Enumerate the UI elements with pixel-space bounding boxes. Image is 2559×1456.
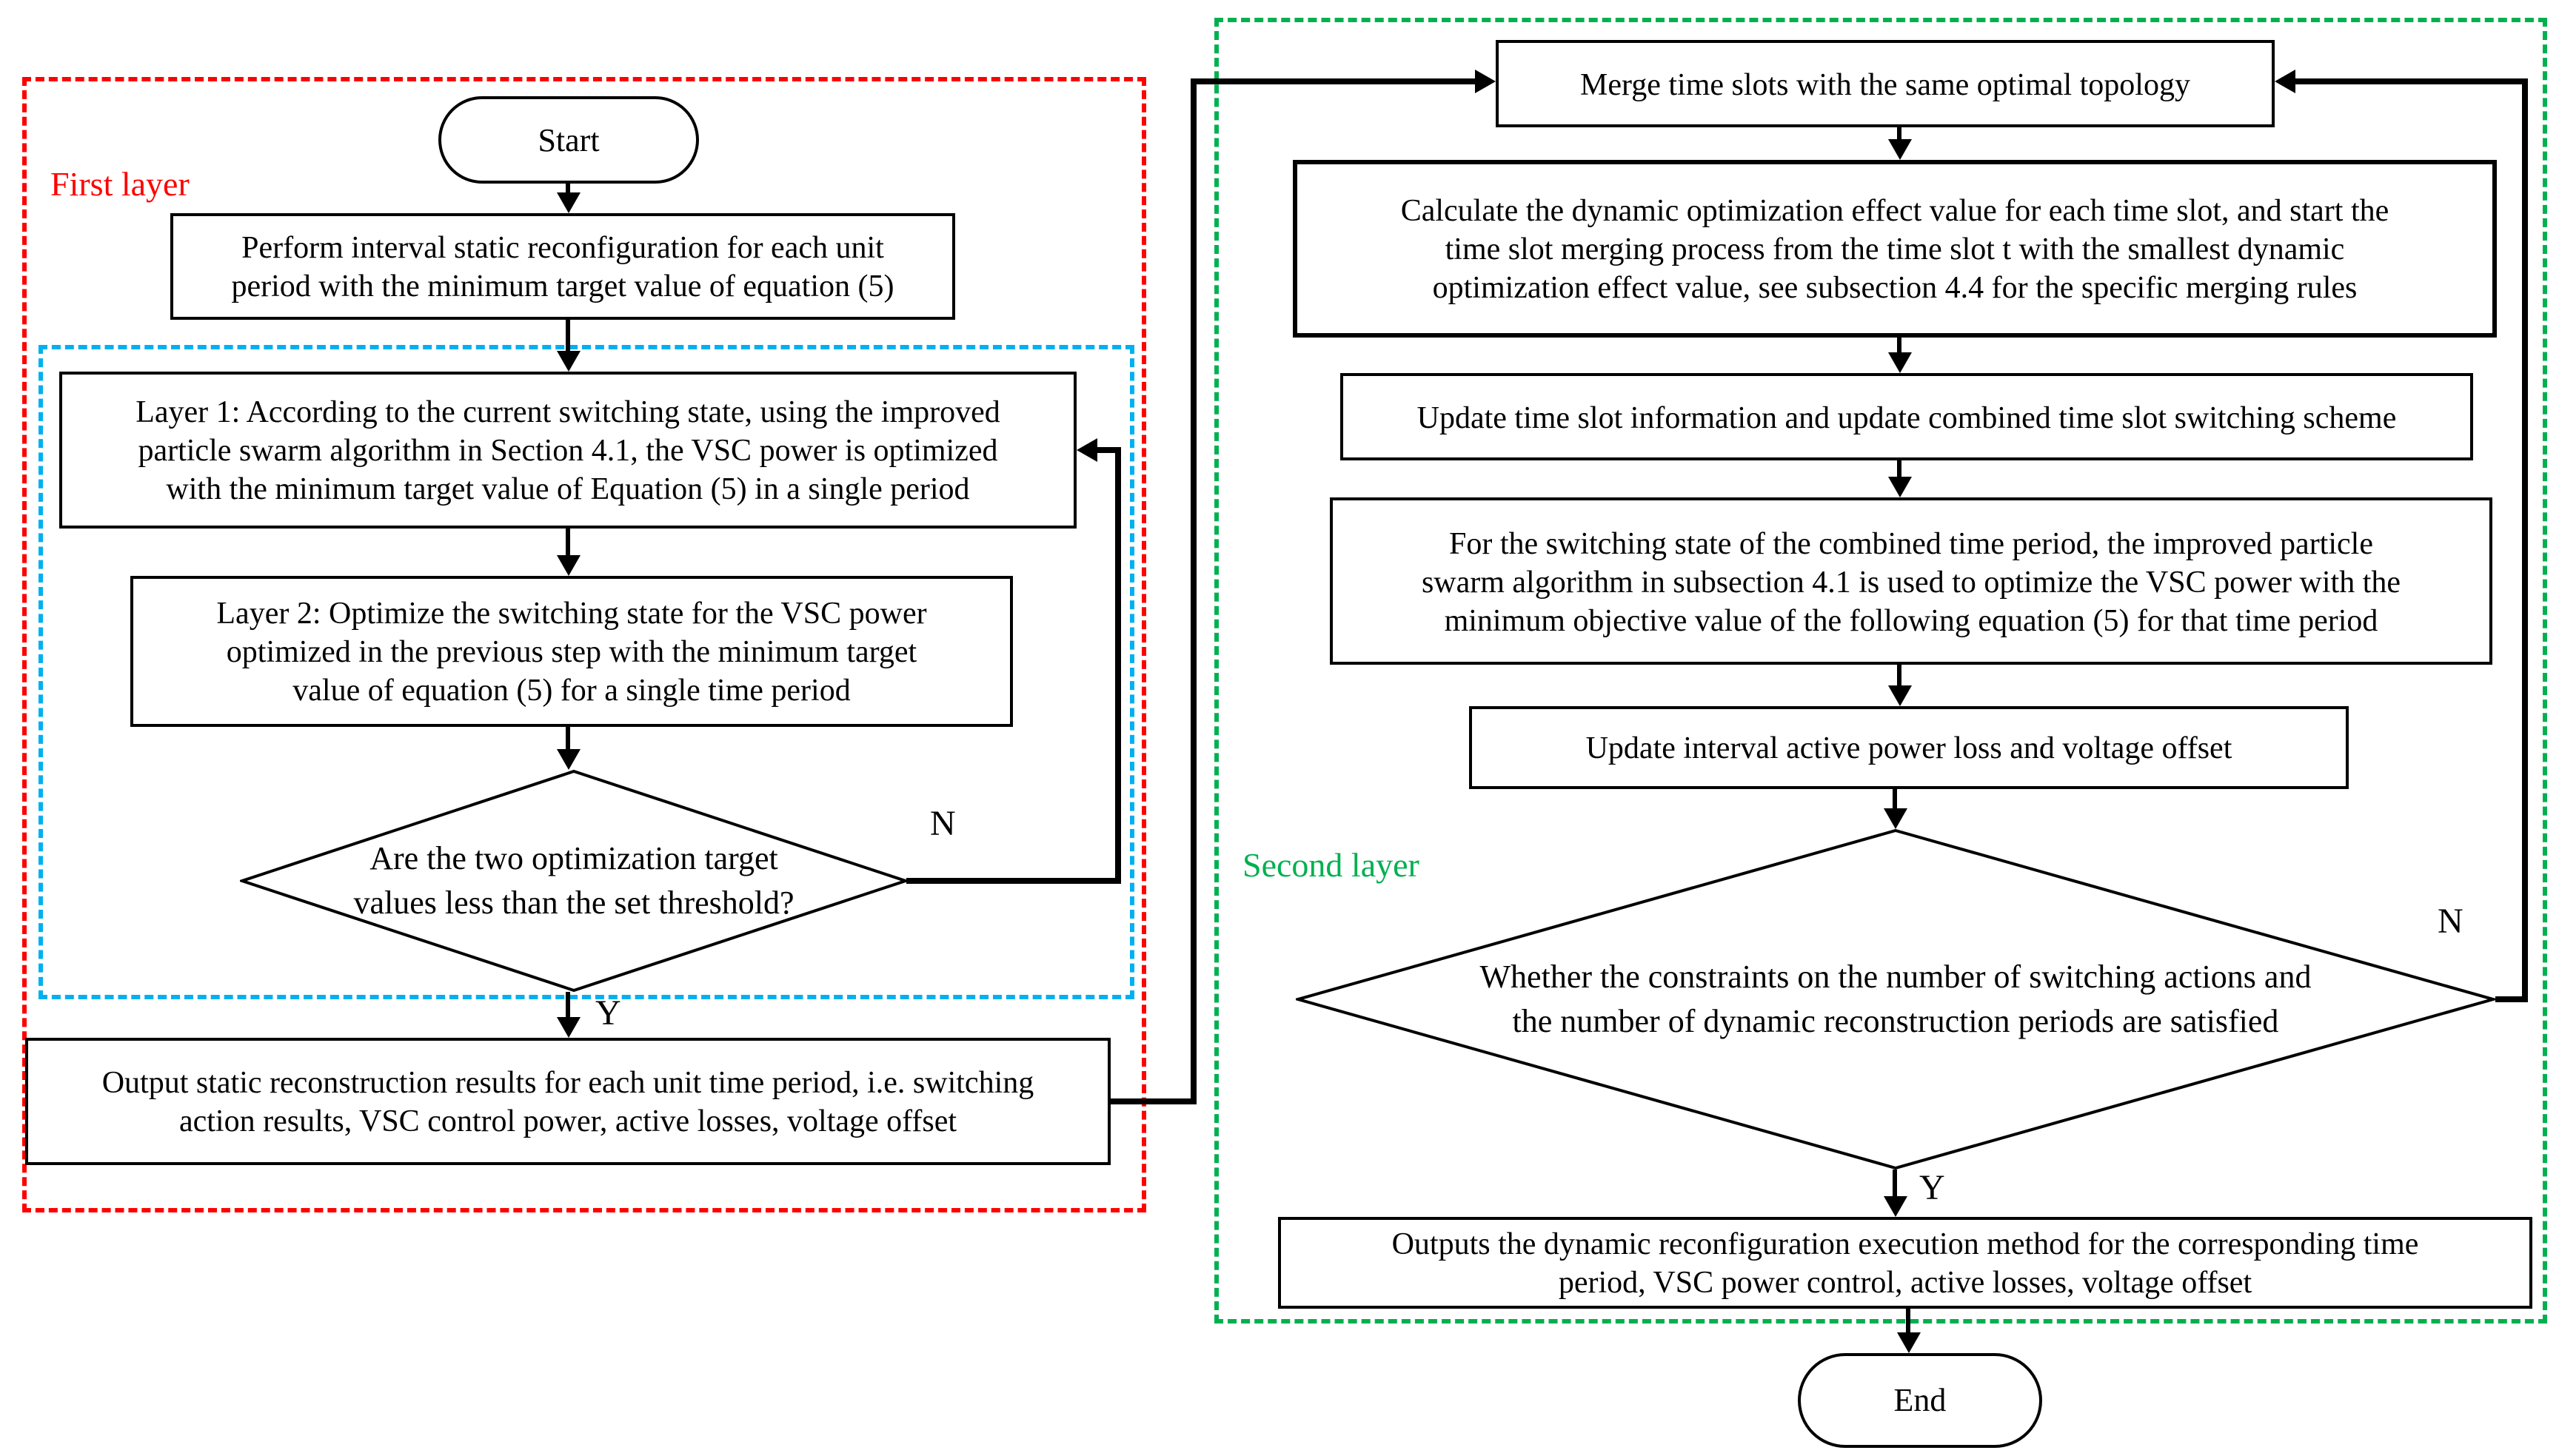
arrow-merge-to-calculate — [1897, 127, 1901, 139]
layer2-line-3: value of equation (5) for a single time period — [292, 672, 851, 708]
connector-vertical-up — [1191, 78, 1197, 1104]
end-node — [1798, 1353, 2042, 1448]
optimize-line-3: minimum objective value of the following equation (5) for that time period — [1444, 602, 2378, 637]
start-label: Start — [538, 121, 600, 158]
update-time-slot-node — [1340, 373, 2473, 460]
threshold-decision-diamond — [240, 770, 908, 992]
arrowhead-constraints-no-into-merge — [2275, 70, 2295, 93]
threshold-no-line-horizontal — [906, 878, 1121, 884]
end-label: End — [1893, 1381, 1947, 1418]
arrowhead-outputs-to-end — [1897, 1332, 1921, 1353]
arrowhead-layer2-to-threshold — [557, 749, 581, 770]
output-static-line-2: action results, VSC control power, active losses, voltage offset — [178, 1103, 957, 1138]
start-node — [438, 96, 699, 184]
layer1-vsc-power-node — [59, 372, 1077, 529]
arrowhead-start-to-perform — [557, 192, 581, 213]
threshold-no-line-vertical — [1115, 447, 1121, 884]
layer1-line-3: with the minimum target value of Equation (5) in a single period — [166, 471, 970, 506]
update-interval-label: Update interval active power loss and voltage offset — [1585, 730, 2232, 765]
perform-line-1: Perform interval static reconfiguration for each unit — [241, 229, 884, 265]
arrow-update-to-optimize — [1897, 460, 1901, 477]
optimize-combined-period-node — [1330, 497, 2492, 665]
arrowhead-threshold-yes — [557, 1017, 581, 1038]
calculate-line-3: optimization effect value, see subsection 4.4 for the specific merging rules — [1432, 269, 2358, 305]
arrowhead-layer1-to-layer2 — [557, 555, 581, 576]
connector-into-merge — [1194, 78, 1475, 84]
arrow-optimize-to-interval — [1897, 665, 1901, 685]
arrowhead-optimize-to-interval — [1888, 685, 1912, 706]
threshold-line-2: values less than the set threshold? — [353, 884, 795, 921]
arrowhead-into-merge-left — [1475, 70, 1496, 93]
arrow-threshold-yes — [566, 992, 570, 1017]
threshold-line-1: Are the two optimization target — [369, 839, 778, 876]
output-static-results-node — [25, 1038, 1111, 1165]
arrowhead-calculate-to-update — [1888, 352, 1912, 373]
outputs-dynamic-line-1: Outputs the dynamic reconfiguration execution method for the corresponding time — [1391, 1226, 2419, 1261]
arrowhead-threshold-no-into-layer1 — [1077, 438, 1097, 462]
threshold-yes-label: Y — [595, 995, 621, 1033]
arrowhead-merge-to-calculate — [1888, 139, 1912, 160]
arrow-layer1-to-layer2 — [566, 529, 570, 555]
merge-time-slots-node — [1496, 40, 2275, 127]
perform-static-reconfig-node — [170, 213, 955, 320]
constraints-decision-diamond — [1296, 829, 2495, 1170]
calculate-line-2: time slot merging process from the time slot t with the smallest dynamic — [1445, 231, 2345, 266]
arrow-interval-to-constraints — [1893, 789, 1897, 808]
layer2-line-2: optimized in the previous step with the minimum target — [226, 634, 917, 669]
arrowhead-update-to-optimize — [1888, 477, 1912, 497]
constraints-no-line-into-merge — [2295, 78, 2525, 84]
constraints-line-2: the number of dynamic reconstruction periods are satisfied — [1512, 1002, 2279, 1039]
calculate-effect-value-node — [1293, 160, 2497, 338]
outputs-dynamic-line-2: period, VSC power control, active losses, voltage offset — [1558, 1264, 2252, 1300]
arrowhead-interval-to-constraints — [1884, 808, 1907, 829]
constraints-line-1: Whether the constraints on the number of switching actions and — [1479, 958, 2312, 995]
arrow-start-to-perform — [566, 184, 570, 192]
optimize-line-2: swarm algorithm in subsection 4.1 is used to optimize the VSC power with the — [1421, 563, 2401, 599]
update-slot-label: Update time slot information and update combined time slot switching scheme — [1416, 399, 2397, 435]
layer1-line-2: particle swarm algorithm in Section 4.1, the VSC power is optimized — [138, 432, 998, 468]
output-static-line-1: Output static reconstruction results for each unit time period, i.e. switching — [101, 1064, 1034, 1100]
calculate-line-1: Calculate the dynamic optimization effect value for each time slot, and start the — [1400, 192, 2389, 228]
arrow-perform-to-layer1 — [566, 320, 570, 351]
arrow-outputs-to-end — [1906, 1309, 1910, 1332]
threshold-no-line-into-layer1 — [1097, 447, 1121, 453]
constraints-no-label: N — [2438, 903, 2463, 942]
outputs-dynamic-method-node — [1278, 1217, 2532, 1309]
layer2-switching-state-node — [130, 576, 1013, 727]
connector-output-exit — [1111, 1098, 1197, 1104]
layer1-line-1: Layer 1: According to the current switching state, using the improved — [136, 394, 1000, 429]
optimize-line-1: For the switching state of the combined time period, the improved particle — [1448, 525, 2373, 560]
arrowhead-constraints-yes — [1884, 1196, 1907, 1217]
arrow-layer2-to-threshold — [566, 727, 570, 749]
update-interval-loss-node — [1469, 706, 2349, 789]
merge-label: Merge time slots with the same optimal topology — [1580, 66, 2190, 101]
first-layer-label: First layer — [50, 166, 190, 203]
perform-line-2: period with the minimum target value of equation (5) — [231, 268, 894, 303]
arrowhead-perform-to-layer1 — [557, 351, 581, 372]
second-layer-label: Second layer — [1242, 847, 1419, 884]
constraints-no-line-vertical — [2522, 78, 2528, 1002]
threshold-no-label: N — [930, 805, 956, 844]
arrow-calculate-to-update — [1897, 338, 1901, 352]
constraints-yes-label: Y — [1919, 1170, 1945, 1208]
arrow-constraints-yes — [1893, 1170, 1897, 1196]
layer2-line-1: Layer 2: Optimize the switching state for the VSC power — [216, 595, 927, 631]
